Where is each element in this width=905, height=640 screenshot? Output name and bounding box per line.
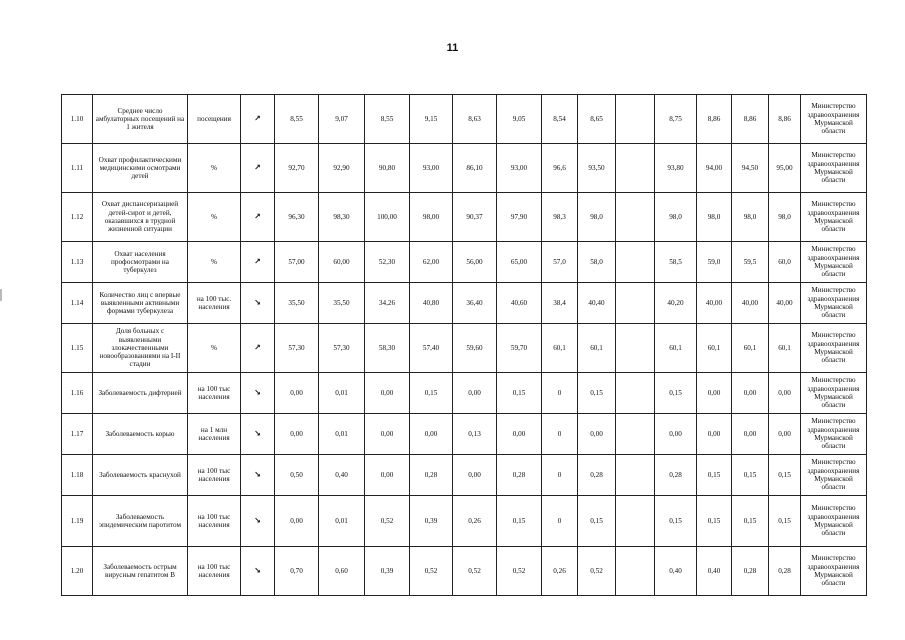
value-cell: 40,40 <box>578 283 616 324</box>
plan-value-cell: 0,28 <box>655 455 697 496</box>
plan-value-cell: 0,15 <box>697 496 732 547</box>
plan-value-cell: 8,86 <box>732 95 769 144</box>
indicators-table <box>61 94 867 596</box>
trend-cell <box>241 547 275 596</box>
indicator-unit: % <box>188 242 241 283</box>
plan-value-cell: 40,00 <box>769 283 801 324</box>
empty-cell <box>616 455 655 496</box>
plan-value-cell: 93,80 <box>655 144 697 193</box>
trend-down-arrow-icon: ↘ <box>254 566 261 576</box>
value-cell: 0,50 <box>275 455 319 496</box>
plan-value-cell: 40,20 <box>655 283 697 324</box>
table-row <box>62 455 867 496</box>
indicator-name: Среднее число амбулаторных посещений на 1 жителя <box>93 95 188 144</box>
responsible-executor: Министерство здравоохранения Мурманской области <box>801 283 867 324</box>
value-cell: 8,63 <box>453 95 497 144</box>
value-cell: 60,1 <box>542 324 578 373</box>
table-row <box>62 414 867 455</box>
trend-down-arrow-icon: ↘ <box>254 429 261 439</box>
indicator-unit: на 100 тыс. населения <box>188 283 241 324</box>
plan-value-cell: 0,15 <box>655 373 697 414</box>
plan-value-cell: 8,86 <box>697 95 732 144</box>
value-cell: 0,52 <box>365 496 410 547</box>
empty-cell <box>616 547 655 596</box>
empty-cell <box>616 324 655 373</box>
value-cell: 0 <box>542 496 578 547</box>
table-row <box>62 242 867 283</box>
value-cell: 57,40 <box>410 324 453 373</box>
indicator-code: 1.14 <box>62 283 93 324</box>
value-cell: 59,70 <box>497 324 542 373</box>
plan-value-cell: 0,15 <box>732 455 769 496</box>
trend-cell <box>241 373 275 414</box>
value-cell: 58,0 <box>578 242 616 283</box>
plan-value-cell: 94,50 <box>732 144 769 193</box>
value-cell: 0,28 <box>497 455 542 496</box>
indicator-name: Охват профилактическими медицинскими осмотрами детей <box>93 144 188 193</box>
plan-value-cell: 60,1 <box>655 324 697 373</box>
value-cell: 65,00 <box>497 242 542 283</box>
value-cell: 0,01 <box>319 414 365 455</box>
value-cell: 0,01 <box>319 496 365 547</box>
indicator-code: 1.11 <box>62 144 93 193</box>
value-cell: 9,07 <box>319 95 365 144</box>
value-cell: 60,00 <box>319 242 365 283</box>
table-row <box>62 193 867 242</box>
plan-value-cell: 59,5 <box>732 242 769 283</box>
empty-cell <box>616 144 655 193</box>
value-cell: 93,00 <box>410 144 453 193</box>
value-cell: 0 <box>542 414 578 455</box>
value-cell: 98,3 <box>542 193 578 242</box>
empty-cell <box>616 414 655 455</box>
indicator-unit: % <box>188 193 241 242</box>
value-cell: 0,13 <box>453 414 497 455</box>
value-cell: 34,26 <box>365 283 410 324</box>
plan-value-cell: 0,15 <box>769 496 801 547</box>
plan-value-cell: 98,0 <box>655 193 697 242</box>
value-cell: 8,55 <box>365 95 410 144</box>
indicator-name: Заболеваемость эпидемическим паротитом <box>93 496 188 547</box>
indicator-code: 1.20 <box>62 547 93 596</box>
value-cell: 0 <box>542 455 578 496</box>
table-row <box>62 283 867 324</box>
plan-value-cell: 98,0 <box>732 193 769 242</box>
table-row <box>62 373 867 414</box>
responsible-executor: Министерство здравоохранения Мурманской области <box>801 324 867 373</box>
plan-value-cell: 0,40 <box>655 547 697 596</box>
plan-value-cell: 0,40 <box>697 547 732 596</box>
trend-cell <box>241 414 275 455</box>
value-cell: 0,00 <box>578 414 616 455</box>
value-cell: 97,90 <box>497 193 542 242</box>
value-cell: 0,00 <box>365 455 410 496</box>
indicator-name: Количество лиц с впервые выявленными активными формами туберкулеза <box>93 283 188 324</box>
value-cell: 36,40 <box>453 283 497 324</box>
value-cell: 0,39 <box>365 547 410 596</box>
plan-value-cell: 98,0 <box>697 193 732 242</box>
trend-cell <box>241 144 275 193</box>
empty-cell <box>616 95 655 144</box>
value-cell: 92,90 <box>319 144 365 193</box>
trend-up-arrow-icon: ↗ <box>254 163 261 173</box>
table-row <box>62 324 867 373</box>
value-cell: 0,60 <box>319 547 365 596</box>
value-cell: 8,65 <box>578 95 616 144</box>
value-cell: 0,39 <box>410 496 453 547</box>
table-row <box>62 547 867 596</box>
value-cell: 35,50 <box>319 283 365 324</box>
indicator-name: Охват населения профосмотрами на туберкулез <box>93 242 188 283</box>
value-cell: 92,70 <box>275 144 319 193</box>
value-cell: 0,26 <box>542 547 578 596</box>
empty-cell <box>616 242 655 283</box>
plan-value-cell: 40,00 <box>697 283 732 324</box>
empty-cell <box>616 496 655 547</box>
table-row <box>62 496 867 547</box>
trend-cell <box>241 95 275 144</box>
trend-up-arrow-icon: ↗ <box>254 343 261 353</box>
value-cell: 0,52 <box>410 547 453 596</box>
plan-value-cell: 0,00 <box>769 414 801 455</box>
indicator-code: 1.12 <box>62 193 93 242</box>
value-cell: 58,30 <box>365 324 410 373</box>
trend-cell <box>241 324 275 373</box>
value-cell: 56,00 <box>453 242 497 283</box>
value-cell: 8,54 <box>542 95 578 144</box>
value-cell: 59,60 <box>453 324 497 373</box>
value-cell: 0,00 <box>497 414 542 455</box>
value-cell: 98,00 <box>410 193 453 242</box>
value-cell: 62,00 <box>410 242 453 283</box>
plan-value-cell: 60,1 <box>732 324 769 373</box>
table-row <box>62 95 867 144</box>
trend-cell <box>241 242 275 283</box>
value-cell: 100,00 <box>365 193 410 242</box>
plan-value-cell: 0,00 <box>732 414 769 455</box>
empty-cell <box>616 373 655 414</box>
value-cell: 9,05 <box>497 95 542 144</box>
indicator-name: Заболеваемость корью <box>93 414 188 455</box>
indicator-name: Охват диспансеризацией детей-сирот и детей, оказавшихся в трудной жизненной ситуации <box>93 193 188 242</box>
value-cell: 0,26 <box>453 496 497 547</box>
trend-cell <box>241 496 275 547</box>
plan-value-cell: 0,15 <box>697 455 732 496</box>
plan-value-cell: 0,00 <box>697 414 732 455</box>
value-cell: 8,55 <box>275 95 319 144</box>
plan-value-cell: 60,0 <box>769 242 801 283</box>
scan-margin-mark <box>0 289 2 301</box>
value-cell: 57,30 <box>275 324 319 373</box>
value-cell: 57,00 <box>275 242 319 283</box>
trend-cell <box>241 283 275 324</box>
value-cell: 57,0 <box>542 242 578 283</box>
trend-down-arrow-icon: ↘ <box>254 298 261 308</box>
indicator-unit: на 100 тыс населения <box>188 455 241 496</box>
responsible-executor: Министерство здравоохранения Мурманской области <box>801 496 867 547</box>
value-cell: 93,50 <box>578 144 616 193</box>
plan-value-cell: 0,00 <box>732 373 769 414</box>
empty-cell <box>616 283 655 324</box>
value-cell: 0,70 <box>275 547 319 596</box>
plan-value-cell: 0,00 <box>769 373 801 414</box>
indicator-unit: на 100 тыс населения <box>188 547 241 596</box>
trend-down-arrow-icon: ↘ <box>254 470 261 480</box>
plan-value-cell: 98,0 <box>769 193 801 242</box>
value-cell: 93,00 <box>497 144 542 193</box>
value-cell: 35,50 <box>275 283 319 324</box>
value-cell: 0,00 <box>453 455 497 496</box>
value-cell: 86,10 <box>453 144 497 193</box>
value-cell: 40,60 <box>497 283 542 324</box>
indicators-table-body <box>62 95 867 596</box>
value-cell: 0,00 <box>365 414 410 455</box>
plan-value-cell: 0,00 <box>655 414 697 455</box>
indicator-code: 1.13 <box>62 242 93 283</box>
plan-value-cell: 8,75 <box>655 95 697 144</box>
value-cell: 0,15 <box>410 373 453 414</box>
indicator-code: 1.10 <box>62 95 93 144</box>
plan-value-cell: 0,28 <box>732 547 769 596</box>
value-cell: 0,15 <box>497 373 542 414</box>
value-cell: 52,30 <box>365 242 410 283</box>
plan-value-cell: 40,00 <box>732 283 769 324</box>
value-cell: 0,40 <box>319 455 365 496</box>
responsible-executor: Министерство здравоохранения Мурманской области <box>801 547 867 596</box>
value-cell: 0,00 <box>275 496 319 547</box>
indicator-unit: на 100 тыс населения <box>188 373 241 414</box>
indicator-code: 1.16 <box>62 373 93 414</box>
value-cell: 0,00 <box>275 414 319 455</box>
responsible-executor: Министерство здравоохранения Мурманской области <box>801 193 867 242</box>
value-cell: 96,30 <box>275 193 319 242</box>
indicator-name: Доля больных с выявленными злокачественными новообразованиями на I-II стадии <box>93 324 188 373</box>
value-cell: 0,01 <box>319 373 365 414</box>
trend-up-arrow-icon: ↗ <box>254 257 261 267</box>
plan-value-cell: 0,00 <box>697 373 732 414</box>
trend-up-arrow-icon: ↗ <box>254 114 261 124</box>
value-cell: 0,15 <box>578 496 616 547</box>
value-cell: 0,00 <box>410 414 453 455</box>
plan-value-cell: 58,5 <box>655 242 697 283</box>
value-cell: 0,15 <box>578 373 616 414</box>
indicator-unit: % <box>188 324 241 373</box>
trend-down-arrow-icon: ↘ <box>254 388 261 398</box>
plan-value-cell: 0,15 <box>732 496 769 547</box>
value-cell: 0,52 <box>578 547 616 596</box>
indicator-unit: на 1 млн населения <box>188 414 241 455</box>
plan-value-cell: 59,0 <box>697 242 732 283</box>
responsible-executor: Министерство здравоохранения Мурманской области <box>801 242 867 283</box>
value-cell: 0,28 <box>410 455 453 496</box>
value-cell: 0,00 <box>453 373 497 414</box>
indicator-code: 1.15 <box>62 324 93 373</box>
plan-value-cell: 94,00 <box>697 144 732 193</box>
plan-value-cell: 0,15 <box>769 455 801 496</box>
value-cell: 0,52 <box>497 547 542 596</box>
value-cell: 90,37 <box>453 193 497 242</box>
indicator-name: Заболеваемость краснухой <box>93 455 188 496</box>
indicator-unit: посещения <box>188 95 241 144</box>
value-cell: 38,4 <box>542 283 578 324</box>
trend-up-arrow-icon: ↗ <box>254 212 261 222</box>
value-cell: 98,30 <box>319 193 365 242</box>
indicator-code: 1.18 <box>62 455 93 496</box>
indicator-code: 1.19 <box>62 496 93 547</box>
indicator-name: Заболеваемость дифтерией <box>93 373 188 414</box>
value-cell: 40,80 <box>410 283 453 324</box>
table-row <box>62 144 867 193</box>
responsible-executor: Министерство здравоохранения Мурманской области <box>801 455 867 496</box>
value-cell: 0,00 <box>275 373 319 414</box>
value-cell: 0,00 <box>365 373 410 414</box>
plan-value-cell: 95,00 <box>769 144 801 193</box>
value-cell: 0,15 <box>497 496 542 547</box>
indicator-name: Заболеваемость острым вирусным гепатитом В <box>93 547 188 596</box>
responsible-executor: Министерство здравоохранения Мурманской области <box>801 373 867 414</box>
responsible-executor: Министерство здравоохранения Мурманской области <box>801 414 867 455</box>
trend-down-arrow-icon: ↘ <box>254 516 261 526</box>
plan-value-cell: 8,86 <box>769 95 801 144</box>
page-number: 11 <box>446 42 459 54</box>
responsible-executor: Министерство здравоохранения Мурманской области <box>801 95 867 144</box>
value-cell: 0 <box>542 373 578 414</box>
trend-cell <box>241 455 275 496</box>
plan-value-cell: 60,1 <box>769 324 801 373</box>
indicator-unit: % <box>188 144 241 193</box>
value-cell: 98,0 <box>578 193 616 242</box>
value-cell: 0,52 <box>453 547 497 596</box>
plan-value-cell: 0,15 <box>655 496 697 547</box>
plan-value-cell: 60,1 <box>697 324 732 373</box>
indicator-unit: на 100 тыс населения <box>188 496 241 547</box>
value-cell: 90,80 <box>365 144 410 193</box>
value-cell: 9,15 <box>410 95 453 144</box>
responsible-executor: Министерство здравоохранения Мурманской области <box>801 144 867 193</box>
indicator-code: 1.17 <box>62 414 93 455</box>
plan-value-cell: 0,28 <box>769 547 801 596</box>
value-cell: 0,28 <box>578 455 616 496</box>
value-cell: 96,6 <box>542 144 578 193</box>
trend-cell <box>241 193 275 242</box>
empty-cell <box>616 193 655 242</box>
value-cell: 57,30 <box>319 324 365 373</box>
value-cell: 60,1 <box>578 324 616 373</box>
